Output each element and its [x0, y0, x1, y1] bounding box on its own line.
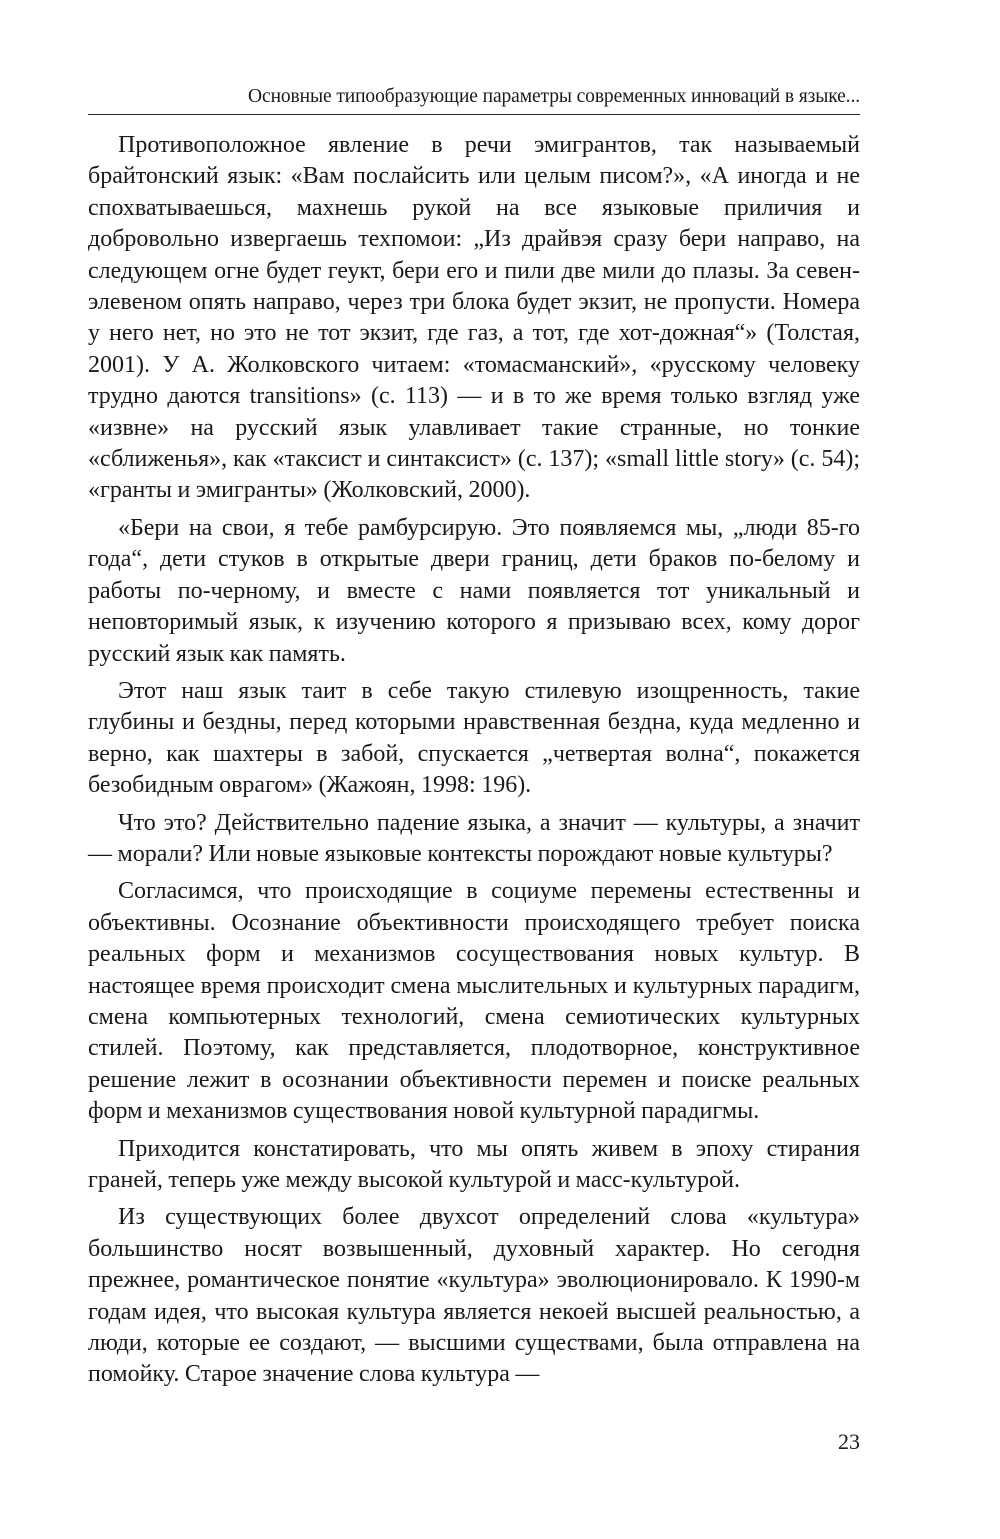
paragraph-1: Противоположное явление в речи эмигрантов, так называемый брайтонский язык: «Вам послайсить или целым писом?», «А иногда и не спохватываешься, махнешь рукой на все языковые приличия и добровольно извергаешь техпомои: „Из драйвэя сразу бери направо, на следующем огне будет геукт, бери его и пили две мили до плазы. За севен-элевеном опять направо, через три блока будет экзит, не пропусти. Номера у него нет, но это не тот экзит, где газ, а тот, где хот-дожная“» (Толстая, 2001). У А. Жолковского читаем: «томасманский», «русскому человеку трудно даются transitions» (с. 113) — и в то же время только взгляд уже «извне» на русский язык улавливает такие странные, но тонкие «сближенья», как «таксист и синтаксист» (с. 137); «small little story» (с. 54); «гранты и эмигранты» (Жолковский, 2000).: [88, 132, 860, 504]
header-rule: [88, 114, 860, 115]
paragraph-7: Из существующих более двухсот определений слова «культура» большинство носят возвышенный, духовный характер. Но сегодня прежнее, романтическое понятие «культура» эволюционировало. К 1990-м годам идея, что высокая культура является некоей высшей реальностью, а люди, которые ее создают, — высшими существами, была отправлена на помойку. Старое значение слова культура —: [88, 1204, 860, 1388]
paragraph-6: Приходится констатировать, что мы опять живем в эпоху стирания граней, теперь уже между высокой культурой и масс-культурой.: [88, 1135, 860, 1193]
page-number: 23: [838, 1429, 860, 1454]
paragraph-2: «Бери на свои, я тебе рамбурсирую. Это появляемся мы, „люди 85-го года“, дети стуков в открытые двери границ, дети браков по-белому и работы по-черному, и вместе с нами появляется тот уникальный и неповторимый язык, к изучению которого я призываю всех, кому дорог русский язык как память.: [88, 514, 860, 667]
body-text: [88, 130, 860, 1397]
paragraph-5: Согласимся, что происходящие в социуме перемены естественны и объективны. Осознание объективности происходящего требует поиска реальных форм и механизмов сосуществования новых культур. В настоящее время происходит смена мыслительных и культурных парадигм, смена компьютерных технологий, смена семиотических культурных стилей. Поэтому, как представляется, плодотворное, конструктивное решение лежит в осознании объективности перемен и поиске реальных форм и механизмов существования новой культурной парадигмы.: [88, 878, 860, 1125]
paragraph-4: Что это? Действительно падение языка, а значит — культуры, а значит — морали? Или новые языковые контексты порождают новые культуры?: [88, 809, 860, 867]
running-header: Основные типообразующие параметры современных инноваций в языке...: [248, 86, 860, 107]
paragraph-3: Этот наш язык таит в себе такую стилевую изощренность, такие глубины и бездны, перед которыми нравственная бездна, куда медленно и верно, как шахтеры в забой, спускается „четвертая волна“, покажется безобидным оврагом» (Жажоян, 1998: 196).: [88, 677, 860, 799]
